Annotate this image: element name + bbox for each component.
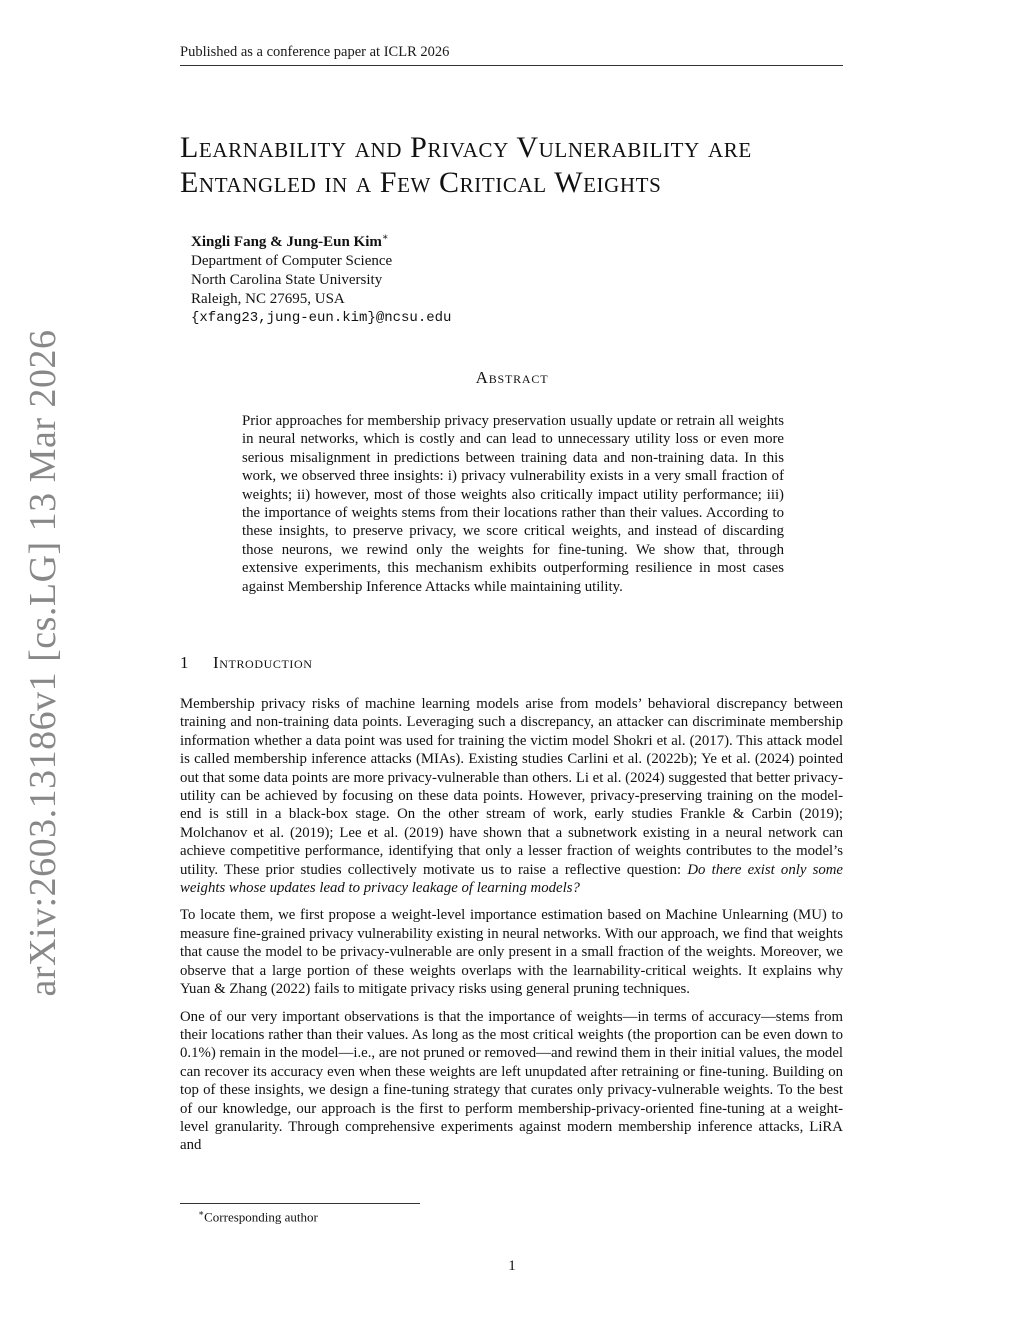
author-block	[191, 228, 451, 328]
author-footnote-marker: ∗	[381, 232, 389, 243]
running-header: Published as a conference paper at ICLR 2026	[180, 44, 450, 60]
footnote	[198, 1208, 318, 1225]
arxiv-stamp: arXiv:2603.13186v1 [cs.LG] 13 Mar 2026	[22, 329, 64, 997]
paragraph: One of our very important observations is that the importance of weights—in terms of accuracy—stems from their locations rather than their values. As long as the most critical weights (the proportion can be even down to 0.1%) remain in the model—i.e., are not pruned or removed—and rewind them in their initial values, the model can recover its accuracy even when these weights are left unupdated after retraining or fine-tuning. Building on top of these insights, we design a fine-tuning strategy that curates only privacy-vulnerable weights. To the best of our knowledge, our approach is the first to perform membership-privacy-oriented fine-tuning at a weight-level granularity. Through comprehensive experiments against modern membership inference attacks, LiRA and	[180, 1008, 843, 1154]
title-line-2: Entangled in a Few Critical Weights	[180, 166, 662, 199]
author-email: {xfang23,jung-eun.kim}@ncsu.edu	[191, 310, 452, 326]
footnote-rule	[180, 1203, 420, 1204]
section-title: Introduction	[213, 653, 313, 672]
page-number: 1	[508, 1258, 516, 1274]
section-number: 1	[180, 653, 190, 672]
paper-title	[180, 130, 860, 200]
paragraph: To locate them, we first propose a weight-level importance estimation based on Machine Unlearning (MU) to measure fine-grained privacy vulnerability existing in neural networks. With our approach, we find that weights that cause the model to be privacy-vulnerable are only present in a small fraction of the weights. Moreover, we observe that a large portion of these weights overlaps with the learnability-critical weights. It explains why Yuan & Zhang (2022) fails to mitigate privacy risks using general pruning techniques.	[180, 907, 843, 998]
abstract-heading: Abstract	[475, 368, 549, 387]
author-names: Xingli Fang & Jung-Eun Kim	[191, 234, 382, 250]
header-rule	[180, 65, 843, 66]
author-address: Raleigh, NC 27695, USA	[191, 291, 345, 307]
title-line-1: Learnability and Privacy Vulnerability are	[180, 131, 752, 164]
footnote-text: Corresponding author	[204, 1209, 318, 1225]
paragraph-text: Membership privacy risks of machine learning models arise from models’ behavioral discrepancy between training and non-training data points. Leveraging such a discrepancy, an attacker can discriminate membership information whether a data point was used for training the victim model Shokri et al. (2017). This attack model is called membership inference attacks (MIAs). Existing studies Carlini et al. (2022b); Ye et al. (2024) pointed out that some data points are more privacy-vulnerable than others. Li et al. (2024) suggested that better privacy-utility can be achieved by focusing on these data points. However, privacy-preserving training on the model-end is still in a black-box stage. On the other stream of work, early studies Frankle & Carbin (2019); Molchanov et al. (2019); Lee et al. (2019) have shown that a subnetwork existing in a neural network can achieve competitive performance, identifying that only a lesser fraction of weights contributes to the model’s utility. These prior studies collectively motivate us to raise a reflective question:	[180, 696, 843, 878]
introduction-body	[180, 695, 843, 1164]
footnote-marker: ∗	[198, 1208, 205, 1218]
paragraph	[180, 695, 843, 897]
author-department: Department of Computer Science	[191, 253, 393, 269]
research-question: Do there exist only some weights whose updates lead to privacy leakage of learning models?	[180, 861, 843, 897]
abstract-text: Prior approaches for membership privacy preservation usually update or retrain all weights in neural networks, which is costly and can lead to unnecessary utility loss or even more serious misalignment in predictions between training data and non-training data. In this work, we observed three insights: i) privacy vulnerability exists in a very small fraction of weights; ii) however, most of those weights also critically impact utility performance; iii) the importance of weights stems from their locations rather than their values. According to these insights, to preserve privacy, we score critical weights, and instead of discarding those neurons, we rewind only the weights for fine-tuning. We show that, through extensive experiments, this mechanism exhibits outperforming resilience in most cases against Membership Inference Attacks while maintaining utility.	[242, 413, 784, 595]
section-heading-introduction	[180, 653, 313, 673]
author-names-line	[191, 228, 451, 252]
author-university: North Carolina State University	[191, 272, 383, 288]
